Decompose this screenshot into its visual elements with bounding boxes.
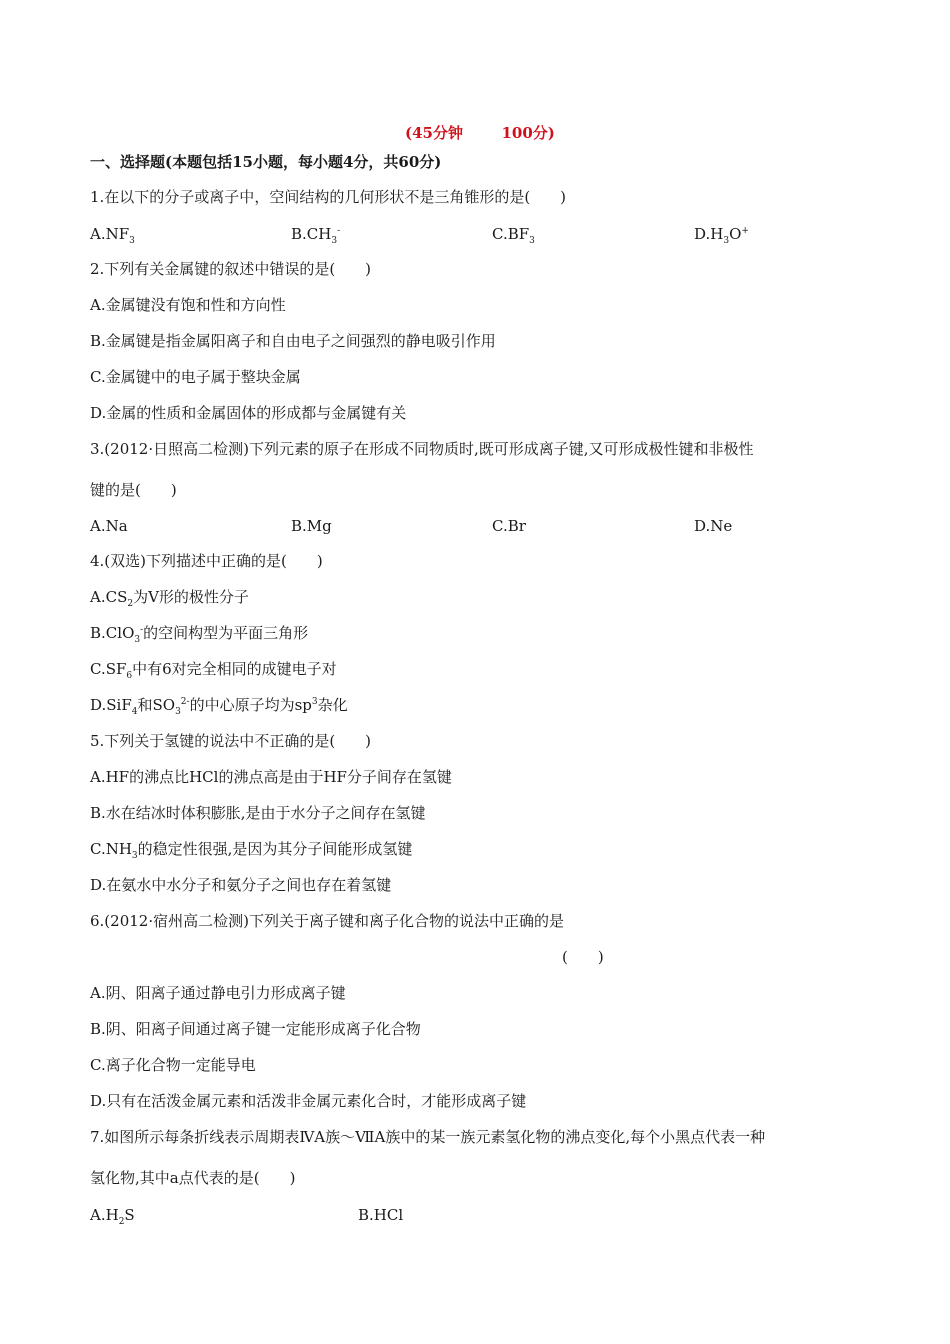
q6-option-d: D.只有在活泼金属元素和活泼非金属元素化合时，才能形成离子键 <box>90 1092 527 1110</box>
q3-option-b: B.Mg <box>291 517 332 535</box>
q7-option-b: B.HCl <box>358 1206 404 1224</box>
q1-option-b: $B.CH_3^-$ <box>291 225 341 246</box>
q1-option-a: $A.NF_3$ <box>90 225 135 246</box>
time-score-header <box>405 122 555 143</box>
q5-option-d: D.在氨水中水分子和氨分子之间也存在着氢键 <box>90 876 392 894</box>
q2-option-d: D.金属的性质和金属固体的形成都与金属键有关 <box>90 404 407 422</box>
q2-option-c: C.金属键中的电子属于整块金属 <box>90 368 301 386</box>
q6-option-a: A.阴、阳离子通过静电引力形成离子键 <box>90 984 346 1002</box>
question-7-stem-line2: 氢化物,其中a点代表的是( ) <box>90 1169 296 1187</box>
q3-option-d: D.Ne <box>694 517 733 535</box>
total-score: 100分) <box>501 124 555 142</box>
question-4-stem: 4.(双选)下列描述中正确的是( ) <box>90 552 323 570</box>
q6-option-c: C.离子化合物一定能导电 <box>90 1056 256 1074</box>
question-5-stem: 5.下列关于氢键的说法中不正确的是( ) <box>90 732 372 750</box>
q2-option-b: B.金属键是指金属阳离子和自由电子之间强烈的静电吸引作用 <box>90 332 496 350</box>
q3-option-a: A.Na <box>90 517 128 535</box>
q7-option-a: $A.H_2S$ <box>90 1206 135 1227</box>
question-2-stem: 2.下列有关金属键的叙述中错误的是( ) <box>90 260 372 278</box>
question-3-stem-line1: 3.(2012·日照高二检测)下列元素的原子在形成不同物质时,既可形成离子键,又可形成极性键和非极性 <box>90 440 754 458</box>
q5-option-a: A.HF的沸点比HCl的沸点高是由于HF分子间存在氢键 <box>90 768 452 786</box>
question-6-answer-paren: ( ) <box>562 948 604 966</box>
question-3-stem-line2: 键的是( ) <box>90 481 177 499</box>
q2-option-a: A.金属键没有饱和性和方向性 <box>90 296 286 314</box>
q4-option-c: $C.SF_6$中有6对完全相同的成键电子对 <box>90 660 337 681</box>
q5-option-c: $C.NH_3$的稳定性很强,是因为其分子间能形成氢键 <box>90 840 413 861</box>
q1-option-c: $C.BF_3$ <box>492 225 535 246</box>
q6-option-b: B.阴、阳离子间通过离子键一定能形成离子化合物 <box>90 1020 421 1038</box>
time-limit: (45分钟 <box>405 124 463 142</box>
q5-option-b: B.水在结冰时体积膨胀,是由于水分子之间存在氢键 <box>90 804 426 822</box>
question-6-stem: 6.(2012·宿州高二检测)下列关于离子键和离子化合物的说法中正确的是 <box>90 912 564 930</box>
q4-option-d: D.SiF$_4$和$SO_3^{2-}$的中心原子均为$sp^3$杂化 <box>90 696 348 717</box>
q4-option-a: $A.CS_2$为V形的极性分子 <box>90 588 249 609</box>
q1-option-d: $D.H_3O^+$ <box>694 225 749 246</box>
q3-option-c: C.Br <box>492 517 526 535</box>
q4-option-b: B.ClO$_3$-的空间构型为平面三角形 <box>90 624 309 645</box>
section-title: 一、选择题(本题包括15小题，每小题4分，共60分) <box>90 153 442 171</box>
question-1-stem: 1.在以下的分子或离子中，空间结构的几何形状不是三角锥形的是( ) <box>90 188 567 206</box>
question-7-stem-line1: 7.如图所示每条折线表示周期表ⅣA族～ⅦA族中的某一族元素氢化物的沸点变化,每个小黑点代表一种 <box>90 1128 766 1146</box>
